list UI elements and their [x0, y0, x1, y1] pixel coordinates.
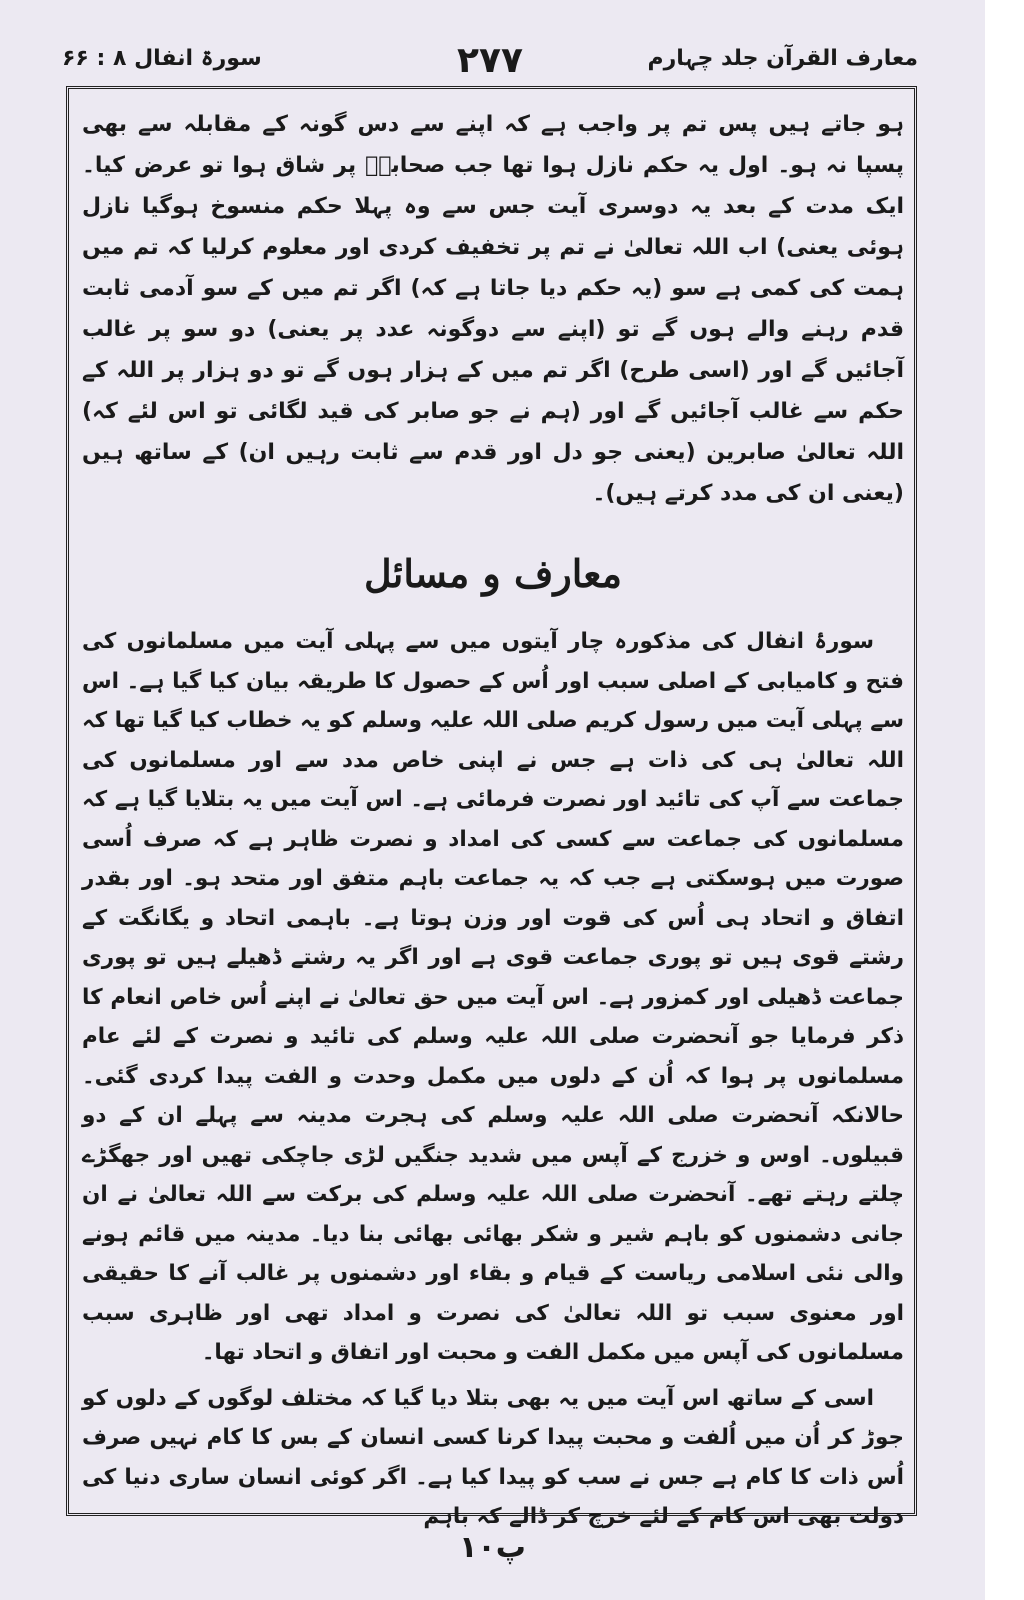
surah-reference: سورۃ انفال ۸ : ۶۶: [62, 46, 262, 71]
section-heading: معارف و مسائل: [363, 551, 622, 596]
page-content: [82, 104, 905, 1529]
translation-text: ہو جاتے ہیں پس تم پر واجب ہے کہ اپنے سے دس گونہ کے مقابلہ سے بھی پسپا نہ ہو۔ اول یہ حکم نازل ہوا تھا جب صحابہؓ پر شاق ہوا تو عرض کیا۔ ایک مدت کے بعد یہ دوسری آیت جس سے وہ پہلا حکم منسوخ ہوگیا نازل ہوئی یعنی) اب اللہ تعالیٰ نے تم پر تخفیف کردی اور معلوم کرلیا کہ تم میں ہمت کی کمی ہے سو (یہ حکم دیا جاتا ہے کہ) اگر تم میں کے سو آدمی ثابت قدم رہنے والے ہوں گے تو (اپنے سے دوگونہ عدد پر یعنی) دو سو پر غالب آجائیں گے اور (اسی طرح) اگر تم میں کے ہزار ہوں گے تو دو ہزار پر اللہ کے حکم سے غالب آجائیں گے اور (ہم نے جو صابر کی قید لگائی تو اس لئے کہ) اللہ تعالیٰ صابرین (یعنی جو دل اور قدم سے ثابت رہیں ان) کے ساتھ ہیں (یعنی ان کی مدد کرتے ہیں)۔: [82, 112, 905, 506]
running-header: [62, 40, 918, 84]
book-title: معارف القرآن جلد چہارم: [647, 46, 918, 71]
signature-mark: پ۱۰: [459, 1530, 526, 1565]
page-number: ۲۷۷: [457, 40, 523, 81]
commentary-paragraph: سورۂ انفال کی مذکورہ چار آیتوں میں سے پہلی آیت میں مسلمانوں کی فتح و کامیابی کے اصلی سبب اور اُس کے حصول کا طریقہ بیان کیا گیا ہے۔ اس سے پہلی آیت میں رسول کریم صلی اللہ علیہ وسلم کو یہ خطاب کیا گیا تھا کہ اللہ تعالیٰ ہی کی ذات ہے جس نے اپنی خاص مدد سے اور مسلمانوں کی جماعت سے آپ کی تائید اور نصرت فرمائی ہے۔ اس آیت میں یہ بتلایا گیا ہے کہ مسلمانوں کی جماعت سے کسی کی امداد و نصرت ظاہر ہے کہ صرف اُسی صورت میں ہوسکتی ہے جب کہ یہ جماعت باہم متفق اور متحد ہو۔ اور بقدر اتفاق و اتحاد ہی اُس کی قوت اور وزن ہوتا ہے۔ باہمی اتحاد و یگانگت کے رشتے قوی ہیں تو پوری جماعت قوی ہے اور اگر یہ رشتے ڈھیلے ہیں تو پوری جماعت ڈھیلی اور کمزور ہے۔ اس آیت میں حق تعالیٰ نے اپنے اُس خاص انعام کا ذکر فرمایا جو آنحضرت صلی اللہ علیہ وسلم کی تائید و نصرت کے لئے عام مسلمانوں پر ہوا کہ اُن کے دلوں میں مکمل وحدت و الفت پیدا کردی گئی۔ حالانکہ آنحضرت صلی اللہ علیہ وسلم کی ہجرت مدینہ سے پہلے ان کے دو قبیلوں۔ اوس و خزرج کے آپس میں شدید جنگیں لڑی جاچکی تھیں اور جھگڑے چلتے رہتے تھے۔ آنحضرت صلی اللہ علیہ وسلم کی برکت سے اللہ تعالیٰ نے ان جانی دشمنوں کو باہم شیر و شکر بھائی بھائی بنا دیا۔ مدینہ میں قائم ہونے والی نئی اسلامی ریاست کے قیام و بقاء اور دشمنوں پر غالب آنے کا حقیقی اور معنوی سبب تو اللہ تعالیٰ کی نصرت و امداد تھی اور ظاہری سبب مسلمانوں کی آپس میں مکمل الفت و محبت اور اتفاق و اتحاد تھا۔: [82, 629, 904, 1365]
commentary-paragraph: اسی کے ساتھ اس آیت میں یہ بھی بتلا دیا گیا کہ مختلف لوگوں کے دلوں کو جوڑ کر اُن میں اُلفت و محبت پیدا کرنا کسی انسان کے بس کا کام نہیں صرف اُس ذات کا کام ہے جس نے سب کو پیدا کیا ہے۔ اگر کوئی انسان ساری دنیا کی دولت بھی اس کام کے لئے خرچ کر ڈالے کہ باہم: [82, 1385, 904, 1529]
